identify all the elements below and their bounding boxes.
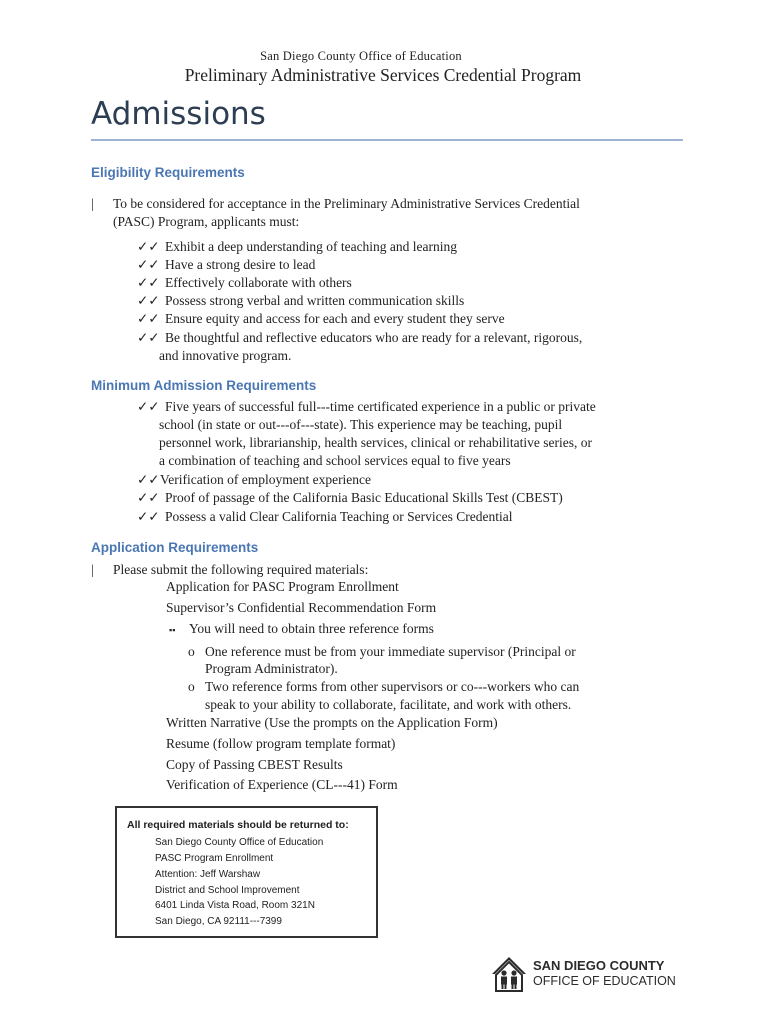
list-item-text: Possess a valid Clear California Teaching or Services Credential <box>165 509 513 524</box>
check-icon: ✓✓ <box>137 490 160 505</box>
list-item-text: Verification of Experience (CL---41) Form <box>166 777 398 792</box>
list-item-text: Resume (follow program template format) <box>166 736 396 751</box>
list-item-continuation: a combination of teaching and school services equal to five years <box>159 453 511 468</box>
list-item-text: Be thoughtful and reflective educators who are ready for a relevant, rigorous, <box>165 330 583 345</box>
application-heading: Application Requirements <box>91 540 259 555</box>
list-item-continuation: school (in state or out---of---state). This experience may be teaching, pupil <box>159 417 563 432</box>
application-intro: Please submit the following required materials: <box>113 562 369 577</box>
check-icon: ✓✓ <box>137 509 160 524</box>
eligibility-intro-line-2: (PASC) Program, applicants must: <box>113 214 300 229</box>
return-address-line: San Diego County Office of Education <box>155 837 324 848</box>
list-item <box>169 620 434 639</box>
list-item-text: Two reference forms from other supervisors or co---workers who can <box>205 679 580 694</box>
list-item-text: Five years of successful full---time certificated experience in a public or private <box>165 399 596 414</box>
list-item <box>137 238 457 256</box>
list-item-continuation: and innovative program. <box>159 348 292 363</box>
circle-bullet-icon: o <box>188 644 195 659</box>
list-item <box>137 256 315 274</box>
list-item <box>137 489 563 507</box>
list-item <box>137 292 464 310</box>
logo-line-2: OFFICE OF EDUCATION <box>533 974 676 988</box>
list-item <box>137 274 352 292</box>
list-item <box>137 756 343 774</box>
check-icon: ✓✓ <box>137 472 160 487</box>
list-item-continuation: speak to your ability to collaborate, facilitate, and work with others. <box>205 697 572 712</box>
list-item <box>137 398 596 416</box>
check-icon: ✓✓ <box>137 330 160 345</box>
list-item-text: Possess strong verbal and written communication skills <box>165 293 465 308</box>
logo-line-1: SAN DIEGO COUNTY <box>533 958 665 973</box>
check-icon: ✓✓ <box>137 257 160 272</box>
list-item <box>137 578 399 596</box>
list-item-text: Verification of employment experience <box>160 472 372 487</box>
return-address-box <box>115 806 378 938</box>
program-name: Preliminary Administrative Services Credential Program <box>184 65 582 85</box>
list-item-text: You will need to obtain three reference forms <box>189 621 434 636</box>
circle-bullet-icon: o <box>188 679 195 694</box>
bullet-bar: | <box>91 196 94 211</box>
list-item <box>137 508 512 526</box>
list-item <box>137 471 371 489</box>
return-address-line: PASC Program Enrollment <box>155 853 274 864</box>
list-item-text: Written Narrative (Use the prompts on the Application Form) <box>166 715 498 730</box>
list-item-text: Effectively collaborate with others <box>165 275 352 290</box>
list-item-text: Proof of passage of the California Basic Educational Skills Test (CBEST) <box>165 490 563 505</box>
schoolhouse-logo-icon <box>490 955 528 993</box>
check-icon: ✓✓ <box>137 275 160 290</box>
list-item-continuation: personnel work, librarianship, health services, clinical or rehabilitative series, or <box>159 435 592 450</box>
return-box-heading: All required materials should be returned to: <box>127 819 349 831</box>
bullet-bar: | <box>91 562 94 577</box>
list-item-text: Exhibit a deep understanding of teaching and learning <box>165 239 458 254</box>
minimum-heading: Minimum Admission Requirements <box>91 378 317 393</box>
list-item <box>137 735 395 753</box>
square-bullet-icon: ▪▪ <box>169 625 176 635</box>
check-icon: ✓✓ <box>137 311 160 326</box>
sub-list-item <box>188 678 579 696</box>
list-item-text: Application for PASC Program Enrollment <box>166 579 399 594</box>
page-title: Admissions <box>91 96 266 132</box>
list-item-text: Have a strong desire to lead <box>165 257 316 272</box>
return-address-line: District and School Improvement <box>155 885 300 896</box>
list-item <box>137 310 505 328</box>
eligibility-intro-line-1: To be considered for acceptance in the Preliminary Administrative Services Credential <box>113 196 580 211</box>
sub-list-item <box>188 643 576 661</box>
return-address-line: Attention: Jeff Warshaw <box>155 869 261 880</box>
check-icon: ✓✓ <box>137 293 160 308</box>
list-item <box>137 329 582 347</box>
sdcoe-logo <box>490 955 690 993</box>
list-item-continuation: Program Administrator). <box>205 661 338 676</box>
list-item <box>137 714 498 732</box>
list-item-text: Ensure equity and access for each and every student they serve <box>165 311 505 326</box>
title-divider <box>91 139 683 141</box>
list-item <box>137 776 398 794</box>
check-icon: ✓✓ <box>137 399 160 414</box>
return-address-line: San Diego, CA 92111---7399 <box>155 916 282 927</box>
list-item <box>137 599 436 617</box>
list-item-text: One reference must be from your immediate supervisor (Principal or <box>205 644 576 659</box>
check-icon: ✓✓ <box>137 239 160 254</box>
list-item-text: Copy of Passing CBEST Results <box>166 757 343 772</box>
organization-name: San Diego County Office of Education <box>260 49 462 63</box>
list-item-text: Supervisor’s Confidential Recommendation Form <box>166 600 437 615</box>
return-address-line: 6401 Linda Vista Road, Room 321N <box>155 900 315 911</box>
eligibility-heading: Eligibility Requirements <box>91 165 245 180</box>
